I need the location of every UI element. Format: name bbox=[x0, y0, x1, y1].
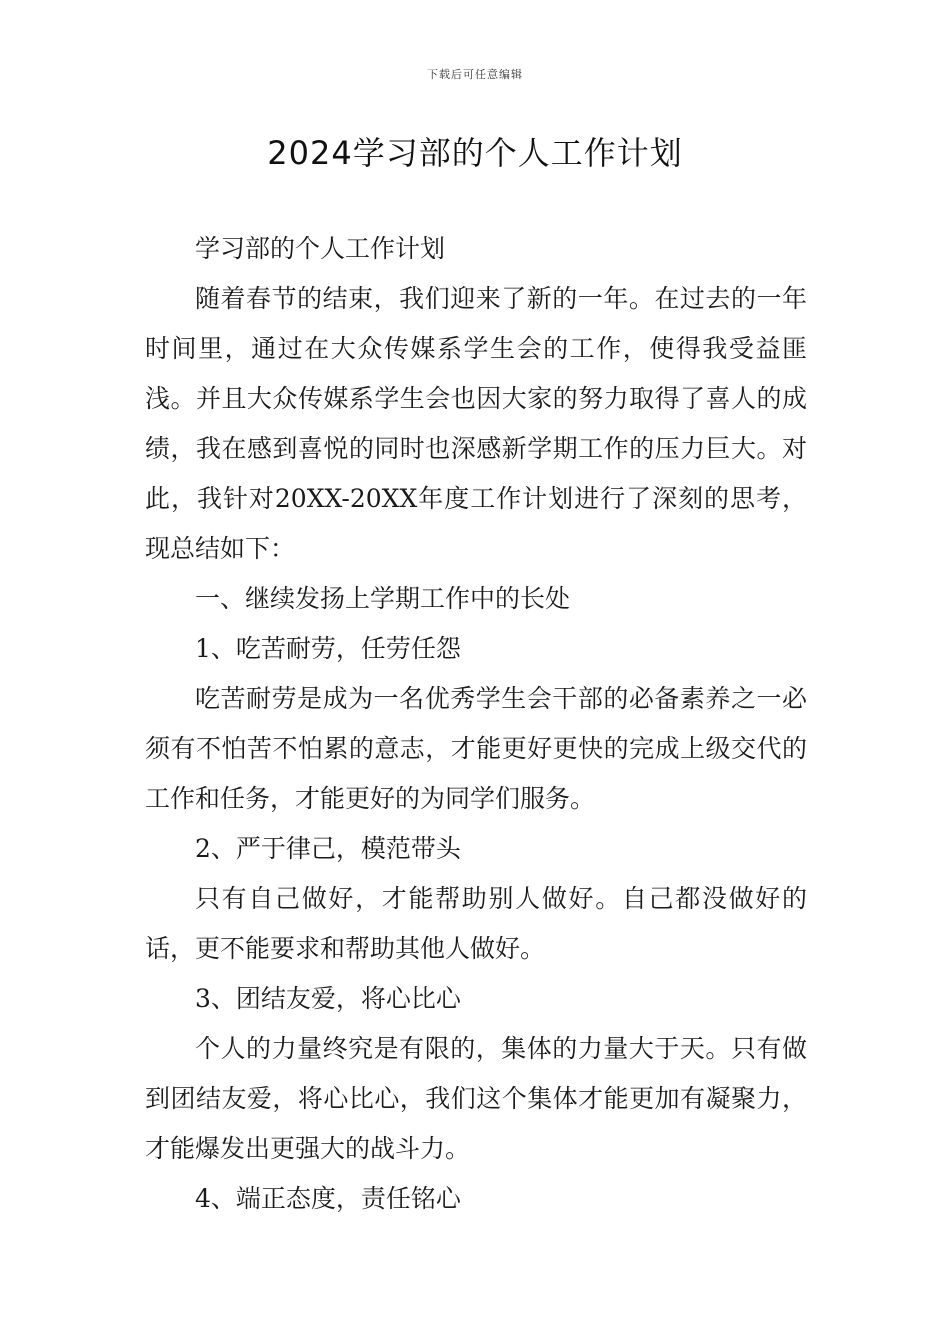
header-note: 下载后可任意编辑 bbox=[427, 68, 523, 81]
item-heading-2: 2、严于律己，模范带头 bbox=[195, 834, 461, 863]
paragraph-item-2: 只有自己做好，才能帮助别人做好。自己都没做好的话，更不能要求和帮助其他人做好。 bbox=[145, 884, 807, 963]
document-title: 2024学习部的个人工作计划 bbox=[267, 134, 683, 172]
item-heading-3: 3、团结友爱，将心比心 bbox=[195, 984, 461, 1013]
paragraph-item-1: 吃苦耐劳是成为一名优秀学生会干部的必备素养之一必须有不怕苦不怕累的意志，才能更好更快的完成上级交代的工作和任务，才能更好的为同学们服务。 bbox=[145, 684, 807, 813]
item-heading-4: 4、端正态度，责任铭心 bbox=[195, 1184, 461, 1213]
paragraph-intro: 随着春节的结束，我们迎来了新的一年。在过去的一年时间里，通过在大众传媒系学生会的工作，使得我受益匪浅。并且大众传媒系学生会也因大家的努力取得了喜人的成绩，我在感到喜悦的同时也深感新学期工作的压力巨大。对此，我针对20XX-20XX年度工作计划进行了深刻的思考，现总结如下： bbox=[145, 284, 807, 563]
section-heading-1: 一、继续发扬上学期工作中的长处 bbox=[195, 584, 571, 613]
paragraph-item-3: 个人的力量终究是有限的，集体的力量大于天。只有做到团结友爱，将心比心，我们这个集体才能更加有凝聚力，才能爆发出更强大的战斗力。 bbox=[145, 1034, 807, 1163]
document-body bbox=[145, 224, 807, 1224]
paragraph-subtitle: 学习部的个人工作计划 bbox=[195, 234, 446, 263]
item-heading-1: 1、吃苦耐劳，任劳任怨 bbox=[195, 634, 461, 663]
